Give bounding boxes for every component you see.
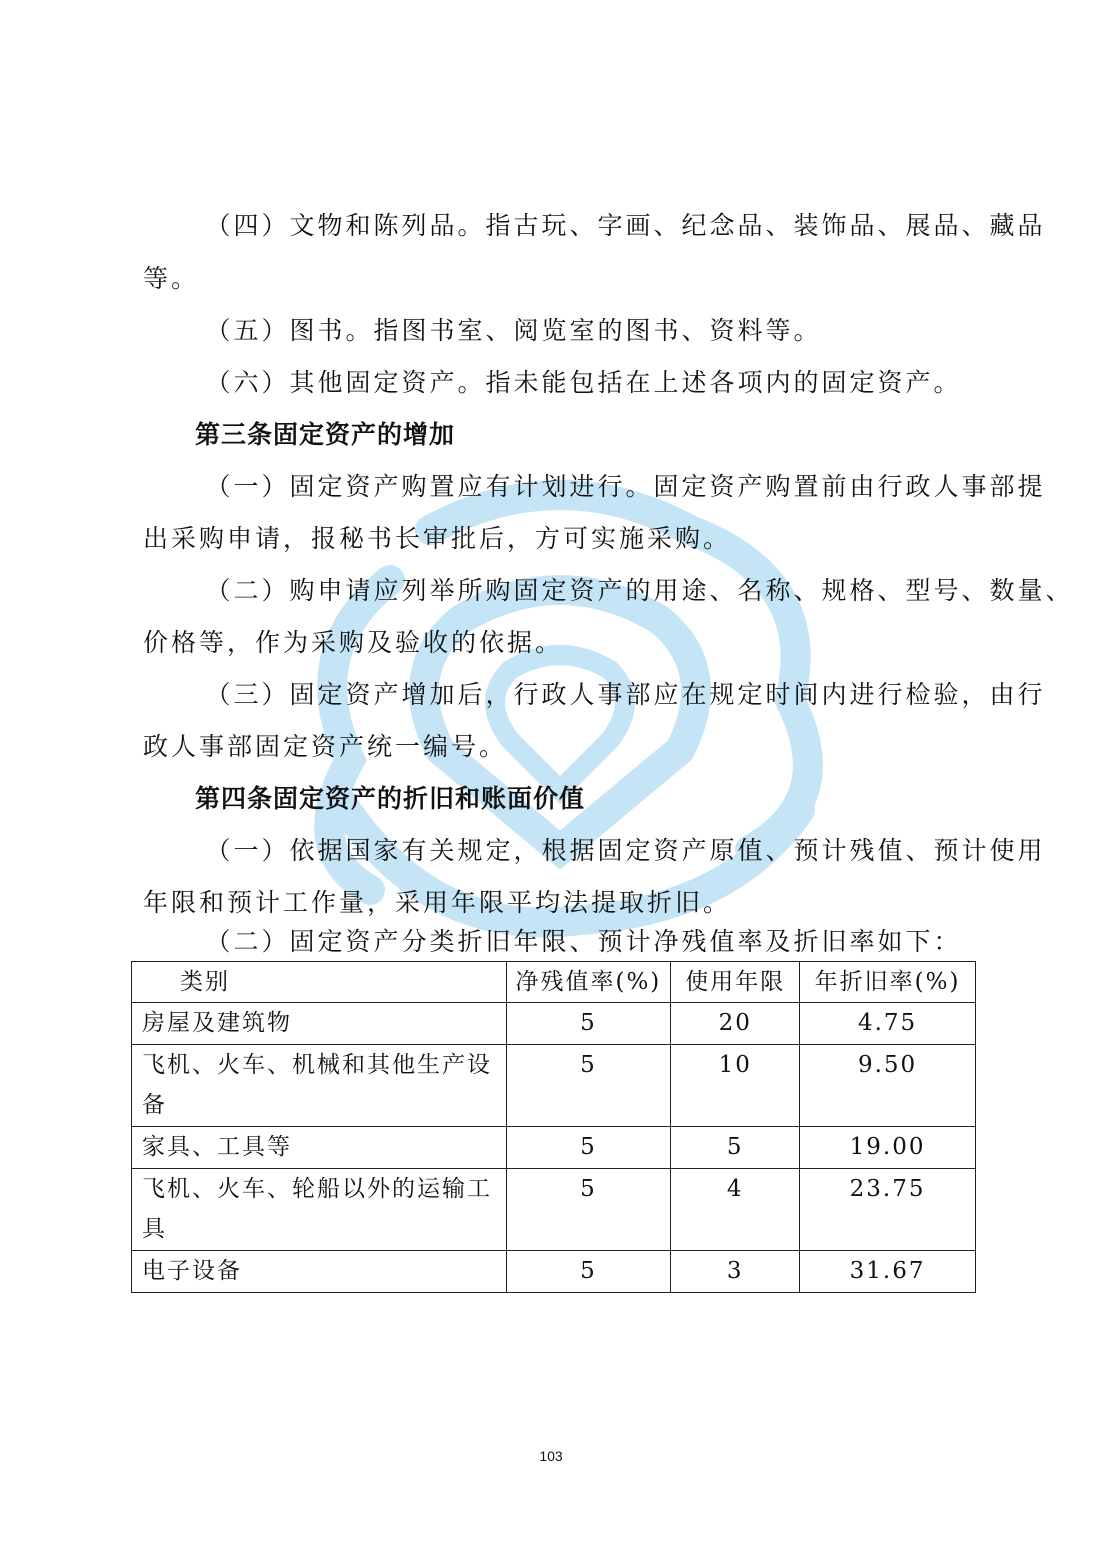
paragraph-cultural-relics [143, 200, 1046, 252]
paragraph-inspection: （三）固定资产增加后，行政人事部应在规定时间内进行检验，由行 [205, 680, 1046, 709]
column-header-useful-life: 使用年限 [671, 962, 800, 1003]
heading-article-4: 第四条固定资产的折旧和账面价值 [195, 784, 586, 813]
cell-category: 飞机、火车、机械和其他生产设备 [132, 1045, 507, 1127]
cell-category: 电子设备 [132, 1251, 507, 1293]
depreciation-table [131, 961, 976, 1293]
paragraph-depreciation-basis: （一）依据国家有关规定，根据固定资产原值、预计残值、预计使用 [205, 836, 1046, 865]
paragraph-purchase-plan-cont: 出采购申请，报秘书长审批后，方可实施采购。 [143, 524, 732, 553]
column-header-residual-rate: 净残值率(%) [506, 962, 671, 1003]
cell-residual-rate: 5 [506, 1003, 671, 1045]
cell-depreciation-rate: 4.75 [800, 1003, 976, 1045]
column-header-category: 类别 [132, 962, 507, 1003]
cell-residual-rate: 5 [506, 1251, 671, 1293]
cell-useful-life: 4 [671, 1169, 800, 1251]
paragraph-line: （四）文物和陈列品。指古玩、字画、纪念品、装饰品、展品、藏品 [205, 211, 1046, 240]
cell-category: 家具、工具等 [132, 1127, 507, 1169]
paragraph-purchase-request-cont: 价格等，作为采购及验收的依据。 [143, 628, 564, 657]
cell-category: 飞机、火车、轮船以外的运输工具 [132, 1169, 507, 1251]
table-row [132, 1045, 976, 1127]
cell-depreciation-rate: 31.67 [800, 1251, 976, 1293]
paragraph-books: （五）图书。指图书室、阅览室的图书、资料等。 [205, 316, 822, 345]
cell-category: 房屋及建筑物 [132, 1003, 507, 1045]
paragraph-line: 等。 [143, 264, 200, 293]
table-header-row [132, 962, 976, 1003]
cell-residual-rate: 5 [506, 1045, 671, 1127]
cell-useful-life: 5 [671, 1127, 800, 1169]
cell-residual-rate: 5 [506, 1169, 671, 1251]
cell-useful-life: 20 [671, 1003, 800, 1045]
cell-depreciation-rate: 9.50 [800, 1045, 976, 1127]
cell-useful-life: 10 [671, 1045, 800, 1127]
page-number: 103 [539, 1448, 563, 1464]
paragraph-depreciation-basis-cont: 年限和预计工作量，采用年限平均法提取折旧。 [143, 888, 732, 917]
table-row [132, 1003, 976, 1045]
paragraph-purchase-plan: （一）固定资产购置应有计划进行。固定资产购置前由行政人事部提 [205, 472, 1046, 501]
paragraph-cultural-relics-cont [143, 253, 973, 305]
paragraph-purchase-request: （二）购申请应列举所购固定资产的用途、名称、规格、型号、数量、 [205, 576, 1074, 605]
cell-useful-life: 3 [671, 1251, 800, 1293]
heading-article-3: 第三条固定资产的增加 [195, 420, 456, 449]
cell-residual-rate: 5 [506, 1127, 671, 1169]
table-row [132, 1169, 976, 1251]
column-header-depreciation-rate: 年折旧率(%) [800, 962, 976, 1003]
paragraph-table-intro: （二）固定资产分类折旧年限、预计净残值率及折旧率如下： [205, 927, 962, 956]
paragraph-inspection-cont: 政人事部固定资产统一编号。 [143, 732, 508, 761]
table-row [132, 1251, 976, 1293]
paragraph-other-assets: （六）其他固定资产。指未能包括在上述各项内的固定资产。 [205, 368, 962, 397]
cell-depreciation-rate: 19.00 [800, 1127, 976, 1169]
cell-depreciation-rate: 23.75 [800, 1169, 976, 1251]
table-row [132, 1127, 976, 1169]
